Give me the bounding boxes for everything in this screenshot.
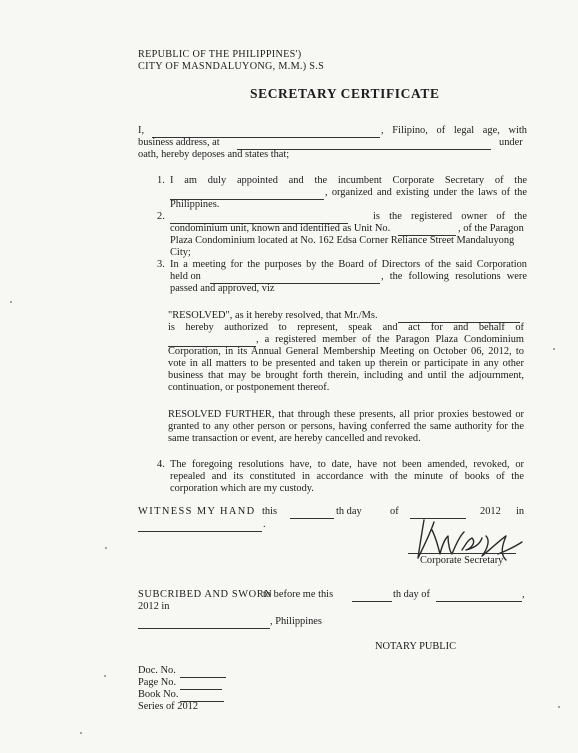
notary-public: NOTARY PUBLIC <box>375 641 457 652</box>
further-line-a: RESOLVED FURTHER, that through these presents, all prior proxies bestowed or <box>168 409 524 420</box>
resolved-line-b: is hereby authorized to represent, speak and act for and behalf of <box>168 322 524 333</box>
resolved-line-a: "RESOLVED", as it hereby resolved, that Mr./Ms. <box>168 310 378 321</box>
subscribed-before-me: to before me this <box>263 589 334 600</box>
intro-line-3: oath, hereby deposes and states that; <box>138 149 290 160</box>
intro-under: under <box>499 137 523 148</box>
witness-place-blank <box>138 519 262 537</box>
page-no-label: Page No. <box>138 677 177 688</box>
resolved-line-f: business that may be brought forth therein, including and until the adjournment, <box>168 370 524 381</box>
witness-of: of <box>390 506 399 517</box>
doc-no-label: Doc. No. <box>138 665 176 676</box>
page-title: SECRETARY CERTIFICATE <box>250 86 440 101</box>
header-line-1: REPUBLIC OF THE PHILIPPINES') <box>138 49 302 60</box>
witness-in: in <box>516 506 525 517</box>
scan-speck <box>553 348 555 350</box>
intro-filipino: , Filipino, of legal age, with <box>381 125 527 136</box>
item-3-line-c: passed and approved, viz <box>170 283 275 294</box>
item-3-line-a: In a meeting for the purposes by the Board of Directors of the said Corporation <box>170 259 527 270</box>
subscribed-label: SUBCRIBED AND SWORN <box>138 589 273 600</box>
subscribed-th-day-of: th day of <box>393 589 430 600</box>
scan-speck <box>10 301 12 303</box>
resolved-line-d: Corporation, in its Annual General Membership Meeting on October 06, 2012, to <box>168 346 524 357</box>
resolved-line-e: vote in all matters to be presented and taken up therein or participate in any other <box>168 358 524 369</box>
witness-this: this <box>262 506 278 517</box>
item-3-number: 3. <box>157 259 165 270</box>
item-1-line-c: Philippines. <box>170 199 220 210</box>
item-4-line-c: corporation which are my custody. <box>170 483 314 494</box>
subscribed-year: 2012 in <box>138 601 170 612</box>
item-3-held-on: held on <box>170 271 201 282</box>
scan-speck <box>105 547 107 549</box>
signature-caption: Corporate Secretary <box>420 555 504 566</box>
item-2-line-d: City; <box>170 247 191 258</box>
subscribed-philippines: , Philippines <box>270 616 322 627</box>
scan-speck <box>104 675 106 677</box>
signature-line <box>408 553 516 554</box>
intro-address-label: business address, at <box>138 137 220 148</box>
series-label: Series of 2012 <box>138 701 199 712</box>
witness-th-day: th day <box>336 506 362 517</box>
witness-year: 2012 <box>480 506 501 517</box>
item-2-number: 2. <box>157 211 165 222</box>
book-no-label: Book No. <box>138 689 179 700</box>
subscribed-comma: , <box>522 589 525 600</box>
item-2-line-b2: , of the Paragon <box>458 223 524 234</box>
item-2-line-a: is the registered owner of the <box>373 211 527 222</box>
header-line-2: CITY OF MASNDALUYONG, M.M.) S.S <box>138 61 325 72</box>
witness-end: . <box>263 519 266 530</box>
item-2-line-b1: condominium unit, known and identified as Unit No. <box>170 223 391 234</box>
resolved-line-g: continuation, or postponement thereof. <box>168 382 330 393</box>
item-3-line-b2: , the following resolutions were <box>381 271 527 282</box>
subscribed-day-blank <box>352 589 392 607</box>
item-4-line-a: The foregoing resolutions have, to date, have not been amended, revoked, or <box>170 459 524 470</box>
scan-speck <box>558 706 560 708</box>
subscribed-place-blank <box>138 616 270 634</box>
item-4-number: 4. <box>157 459 165 470</box>
item-1-line-a: I am duly appointed and the incumbent Corporate Secretary of the <box>170 175 527 186</box>
further-line-b: granted to any other person or persons, having conferred the same authority for the <box>168 421 524 432</box>
item-4-line-b: repealed and its constituted in accordance with the minute of books of the <box>170 471 524 482</box>
item-1-line-b: , organized and existing under the laws of the <box>325 187 527 198</box>
scan-speck <box>80 732 82 734</box>
item-1-number: 1. <box>157 175 165 186</box>
witness-label: WITNESS MY HAND <box>138 506 256 517</box>
resolved-line-c: , a registered member of the Paragon Plaza Condominium <box>256 334 524 345</box>
subscribed-month-blank <box>436 589 522 607</box>
item-2-line-c: Plaza Condominium located at No. 162 Edsa Corner Reliance Street Mandaluyong <box>170 235 515 246</box>
intro-i: I, <box>138 125 145 136</box>
further-line-c: same transaction or event, are hereby cancelled and revoked. <box>168 433 421 444</box>
witness-day-blank <box>290 506 334 524</box>
